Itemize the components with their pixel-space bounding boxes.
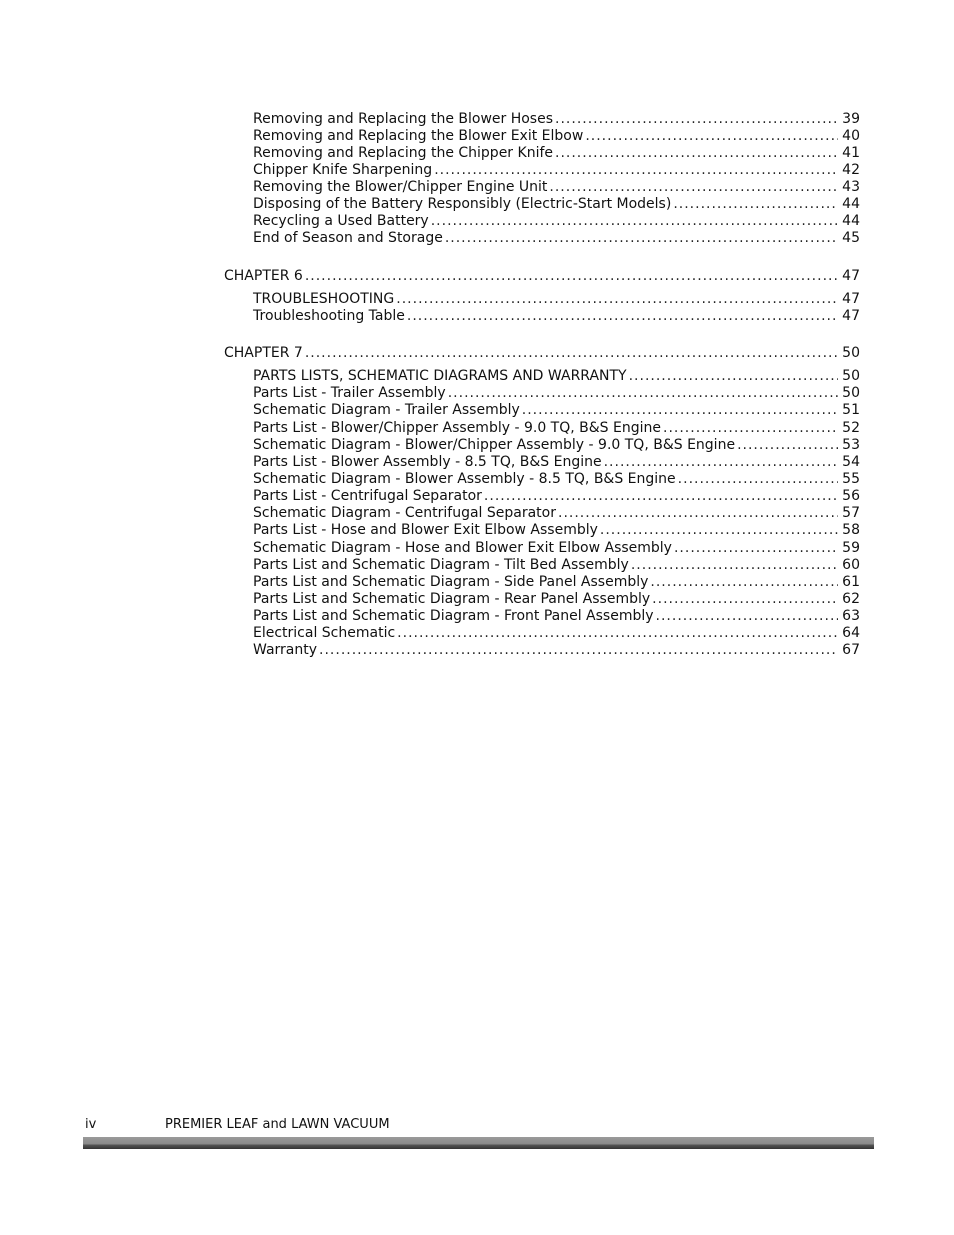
toc-entry-title: Parts List - Hose and Blower Exit Elbow Assembly bbox=[253, 522, 598, 538]
toc-entry-page: 60 bbox=[842, 557, 860, 573]
toc-entry[interactable] bbox=[253, 291, 860, 308]
toc-entry-page: 54 bbox=[842, 454, 860, 470]
footer-title: PREMIER LEAF and LAWN VACUUM bbox=[165, 1117, 390, 1132]
toc-entry-title: Disposing of the Battery Responsibly (Electric-Start Models) bbox=[253, 196, 672, 212]
toc-entry-title: Troubleshooting Table bbox=[253, 308, 405, 324]
toc-entry[interactable] bbox=[253, 128, 860, 145]
toc-entry-title: Electrical Schematic bbox=[253, 625, 396, 641]
toc-entry-title: Schematic Diagram - Blower Assembly - 8.5 TQ, B&S Engine bbox=[253, 471, 676, 487]
toc-entry[interactable] bbox=[253, 471, 860, 488]
toc-entry[interactable] bbox=[253, 179, 860, 196]
toc-entry[interactable] bbox=[253, 574, 860, 591]
toc-entry-title: Removing and Replacing the Blower Hoses bbox=[253, 111, 554, 127]
toc-entry[interactable] bbox=[253, 557, 860, 574]
toc-entry-page: 40 bbox=[842, 128, 860, 144]
toc-entry-page: 47 bbox=[842, 308, 860, 324]
toc-entry-page: 41 bbox=[842, 145, 860, 161]
toc-entry-title: Parts List - Blower Assembly - 8.5 TQ, B&S Engine bbox=[253, 454, 602, 470]
toc-entry-title: Schematic Diagram - Hose and Blower Exit Elbow Assembly bbox=[253, 540, 672, 556]
toc-entry-title: Recycling a Used Battery bbox=[253, 213, 429, 229]
toc-entry-title: End of Season and Storage bbox=[253, 230, 443, 246]
toc-entry[interactable] bbox=[253, 385, 860, 402]
toc-chapter-page: 50 bbox=[842, 345, 860, 361]
footer-rule bbox=[83, 1137, 874, 1149]
toc-entry[interactable] bbox=[253, 402, 860, 419]
toc-entry[interactable] bbox=[253, 437, 860, 454]
toc-entry[interactable] bbox=[253, 162, 860, 179]
toc-entry-page: 59 bbox=[842, 540, 860, 556]
toc-entry-page: 50 bbox=[842, 368, 860, 384]
toc-entry[interactable] bbox=[253, 522, 860, 539]
toc-entry-page: 39 bbox=[842, 111, 860, 127]
toc-entry[interactable] bbox=[253, 308, 860, 325]
toc-entry[interactable] bbox=[253, 505, 860, 522]
toc-entry-page: 67 bbox=[842, 642, 860, 658]
toc-entry[interactable] bbox=[253, 608, 860, 625]
toc-entry[interactable] bbox=[253, 625, 860, 642]
toc-chapter-title: CHAPTER 6 bbox=[224, 268, 303, 284]
toc-chapter-6[interactable] bbox=[224, 268, 860, 285]
toc-entry-title: Removing the Blower/Chipper Engine Unit bbox=[253, 179, 548, 195]
toc-entry[interactable] bbox=[253, 540, 860, 557]
toc-entry-title: TROUBLESHOOTING bbox=[253, 291, 395, 307]
toc-entry-title: Chipper Knife Sharpening bbox=[253, 162, 433, 178]
toc-entry[interactable] bbox=[253, 488, 860, 505]
toc-entry-title: Removing and Replacing the Blower Exit Elbow bbox=[253, 128, 584, 144]
toc-entry-page: 64 bbox=[842, 625, 860, 641]
toc-entry[interactable] bbox=[253, 145, 860, 162]
toc-entry-title: Parts List - Blower/Chipper Assembly - 9.0 TQ, B&S Engine bbox=[253, 420, 661, 436]
toc-chapter-page: 47 bbox=[842, 268, 860, 284]
toc-entry[interactable] bbox=[253, 591, 860, 608]
toc-entry-title: Schematic Diagram - Blower/Chipper Assembly - 9.0 TQ, B&S Engine bbox=[253, 437, 736, 453]
toc-entry-page: 55 bbox=[842, 471, 860, 487]
toc-chapter-title: CHAPTER 7 bbox=[224, 345, 303, 361]
toc-entry-page: 58 bbox=[842, 522, 860, 538]
toc-entry[interactable] bbox=[253, 196, 860, 213]
toc-entry-page: 57 bbox=[842, 505, 860, 521]
toc-entry-title: Parts List and Schematic Diagram - Rear Panel Assembly bbox=[253, 591, 651, 607]
toc-entry-page: 44 bbox=[842, 196, 860, 212]
toc-entry-page: 62 bbox=[842, 591, 860, 607]
toc-entry-title: Schematic Diagram - Trailer Assembly bbox=[253, 402, 520, 418]
toc-entry[interactable] bbox=[253, 111, 860, 128]
toc-entry-page: 47 bbox=[842, 291, 860, 307]
toc-entry-page: 63 bbox=[842, 608, 860, 624]
toc-entry[interactable] bbox=[253, 213, 860, 230]
toc-entry-title: Warranty bbox=[253, 642, 318, 658]
footer-page-number: iv bbox=[85, 1117, 97, 1132]
toc-entry-page: 50 bbox=[842, 385, 860, 401]
toc-entry-title: Parts List and Schematic Diagram - Front Panel Assembly bbox=[253, 608, 654, 624]
toc-entry-title: Parts List and Schematic Diagram - Tilt Bed Assembly bbox=[253, 557, 629, 573]
toc-entry-page: 44 bbox=[842, 213, 860, 229]
toc-entry-page: 42 bbox=[842, 162, 860, 178]
toc-entry[interactable] bbox=[253, 230, 860, 247]
toc-entry-page: 45 bbox=[842, 230, 860, 246]
toc-entry[interactable] bbox=[253, 454, 860, 471]
toc-entry-page: 43 bbox=[842, 179, 860, 195]
toc-entry-title: PARTS LISTS, SCHEMATIC DIAGRAMS AND WARRANTY bbox=[253, 368, 627, 384]
toc-entry-title: Parts List - Centrifugal Separator bbox=[253, 488, 482, 504]
toc-entry[interactable] bbox=[253, 642, 860, 659]
toc-chapter-7[interactable] bbox=[224, 345, 860, 362]
toc-entry-page: 53 bbox=[842, 437, 860, 453]
toc-entry[interactable] bbox=[253, 420, 860, 437]
toc-entry[interactable] bbox=[253, 368, 860, 385]
toc-entry-title: Schematic Diagram - Centrifugal Separator bbox=[253, 505, 556, 521]
toc-entry-page: 61 bbox=[842, 574, 860, 590]
toc-entry-title: Parts List - Trailer Assembly bbox=[253, 385, 446, 401]
toc-entry-page: 51 bbox=[842, 402, 860, 418]
toc-entry-page: 52 bbox=[842, 420, 860, 436]
toc-entry-page: 56 bbox=[842, 488, 860, 504]
toc-entry-title: Removing and Replacing the Chipper Knife bbox=[253, 145, 553, 161]
toc-entry-title: Parts List and Schematic Diagram - Side Panel Assembly bbox=[253, 574, 649, 590]
